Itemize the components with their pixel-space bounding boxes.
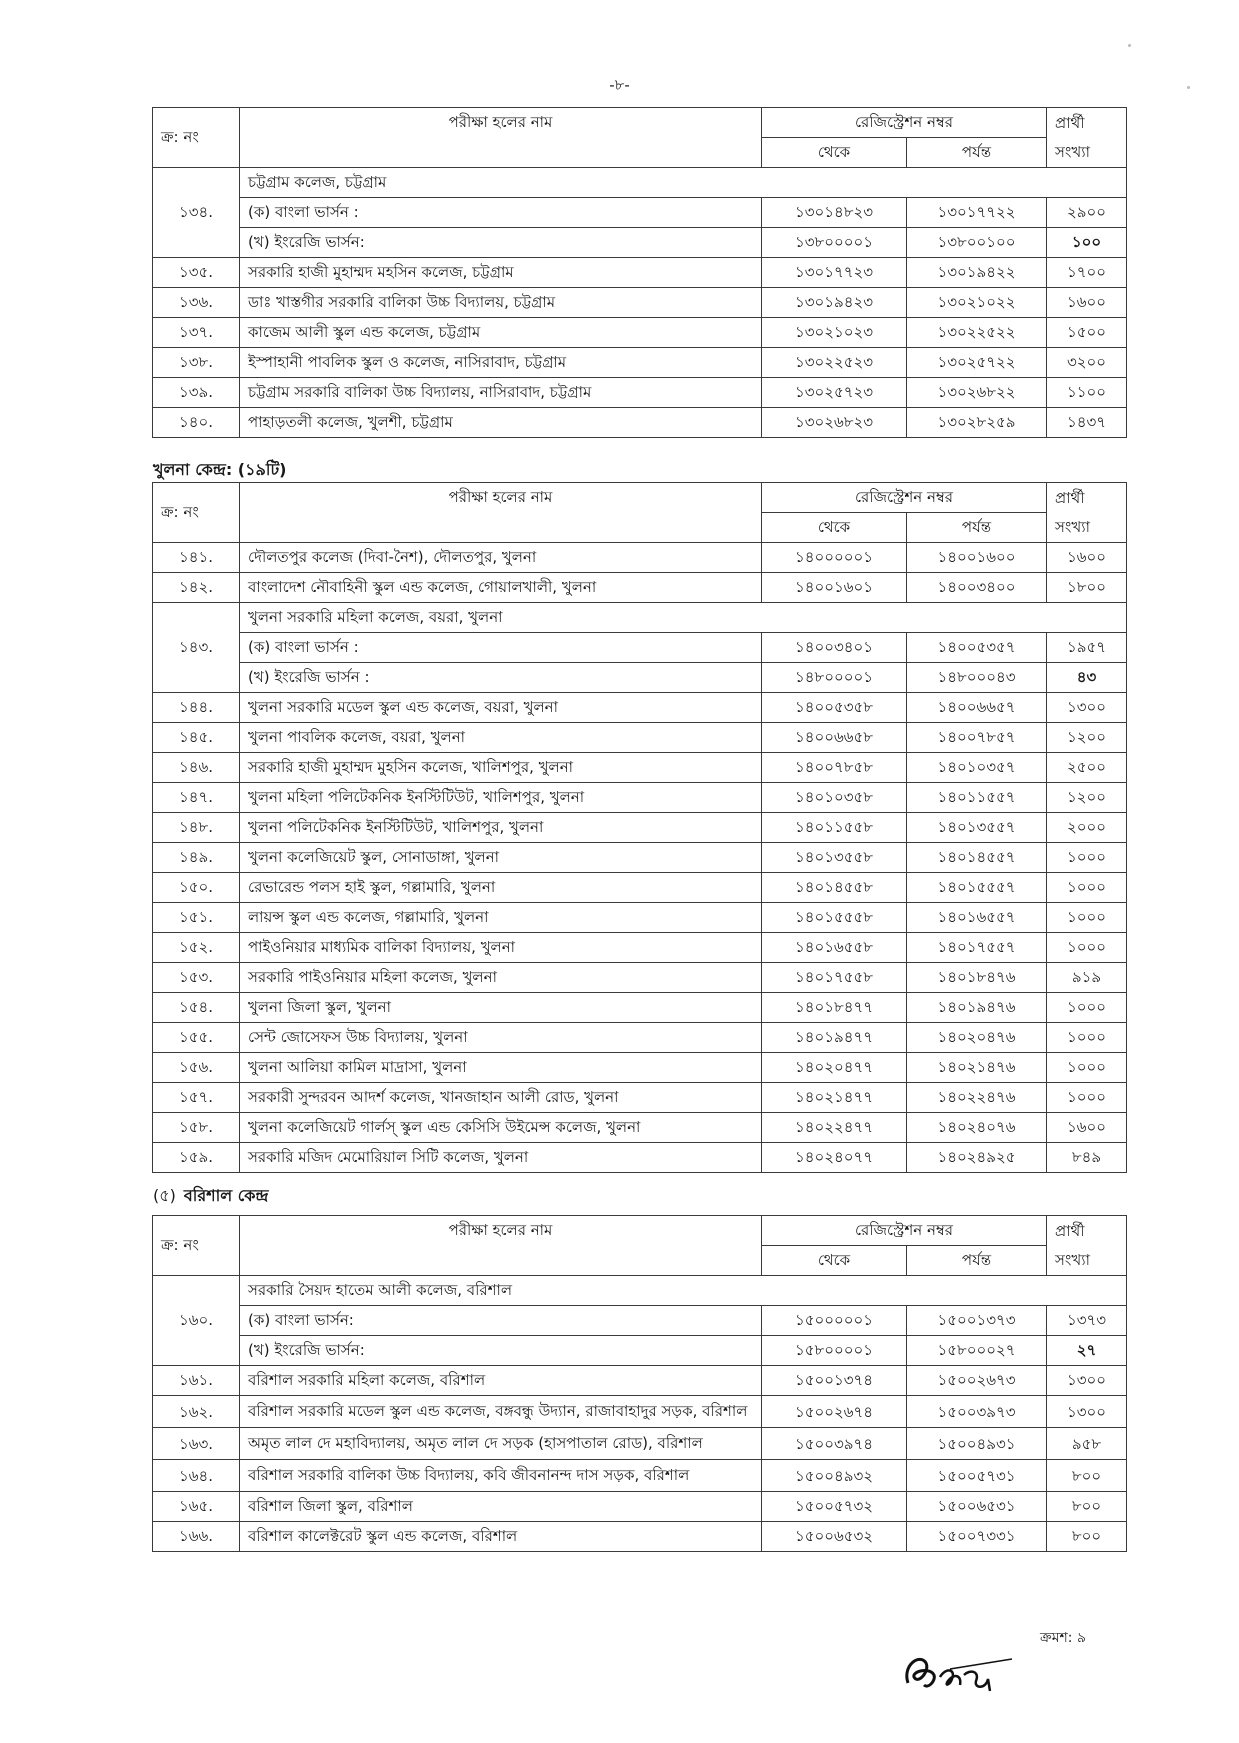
candidate-count: ১০০ [1047, 228, 1127, 258]
registration-from: ১৪০১০৩৫৮ [762, 783, 907, 813]
table-row [153, 693, 1127, 723]
serial-number: ১৩৯. [153, 378, 240, 408]
version-label: (খ) ইংরেজি ভার্সন: [240, 1336, 762, 1366]
serial-number: ১৪১. [153, 543, 240, 573]
serial-number: ১৩৪. [153, 168, 240, 258]
registration-from: ১৪০১৪৫৫৮ [762, 873, 907, 903]
registration-to: ১৫০০১৩৭৩ [907, 1306, 1047, 1336]
header-registration: রেজিস্ট্রেশন নম্বর [762, 1216, 1047, 1246]
serial-number: ১৪০. [153, 408, 240, 438]
registration-from: ১৪০১৬৫৫৮ [762, 933, 907, 963]
registration-to: ১৪০২১৪৭৬ [907, 1053, 1047, 1083]
hall-name: বরিশাল সরকারি মডেল স্কুল এন্ড কলেজ, বঙ্গবন্ধু উদ্যান, রাজাবাহাদুর সড়ক, বরিশাল [240, 1396, 762, 1428]
hall-name: সরকারি মজিদ মেমোরিয়াল সিটি কলেজ, খুলনা [240, 1143, 762, 1173]
registration-to: ১৩০২১০২২ [907, 288, 1047, 318]
serial-number: ১৬৬. [153, 1522, 240, 1552]
candidate-count: ১৩৭৩ [1047, 1306, 1127, 1336]
hall-name: বরিশাল জিলা স্কুল, বরিশাল [240, 1492, 762, 1522]
serial-number: ১৪৮. [153, 813, 240, 843]
candidate-count: ৯১৯ [1047, 963, 1127, 993]
hall-name: খুলনা সরকারি মডেল স্কুল এন্ড কলেজ, বয়রা, খুলনা [240, 693, 762, 723]
registration-to: ১৩০১৭৭২২ [907, 198, 1047, 228]
registration-from: ১৪০২০৪৭৭ [762, 1053, 907, 1083]
hall-name: লায়ন্স স্কুল এন্ড কলেজ, গল্লামারি, খুলনা [240, 903, 762, 933]
scan-speck [1128, 44, 1131, 47]
registration-to: ১৫০০৫৭৩১ [907, 1460, 1047, 1492]
section-title: বরিশাল কেন্দ্র [183, 1186, 269, 1205]
registration-from: ১৫০০৪৯৩২ [762, 1460, 907, 1492]
registration-to: ১৪০২০৪৭৬ [907, 1023, 1047, 1053]
chattogram-centre-table [152, 107, 1127, 438]
version-label: (ক) বাংলা ভার্সন : [240, 633, 762, 663]
serial-number: ১৪৬. [153, 753, 240, 783]
page-number: -৮- [609, 76, 630, 94]
registration-from: ১৪০১৫৫৫৮ [762, 903, 907, 933]
hall-name: খুলনা মহিলা পলিটেকনিক ইনস্টিটিউট, খালিশপুর, খুলনা [240, 783, 762, 813]
table-row [153, 1113, 1127, 1143]
hall-name: খুলনা আলিয়া কামিল মাদ্রাসা, খুলনা [240, 1053, 762, 1083]
candidate-count: ২০০০ [1047, 813, 1127, 843]
header-registration: রেজিস্ট্রেশন নম্বর [762, 483, 1047, 513]
registration-from: ১৪০১৭৫৫৮ [762, 963, 907, 993]
registration-from: ১৩০২৬৮২৩ [762, 408, 907, 438]
candidate-count: ১৬০০ [1047, 288, 1127, 318]
registration-from: ১৪০০৩৪০১ [762, 633, 907, 663]
candidate-count: ১৯৫৭ [1047, 633, 1127, 663]
serial-number: ১৪২. [153, 573, 240, 603]
registration-to: ১৪০১৩৫৫৭ [907, 813, 1047, 843]
table-row [153, 1276, 1127, 1306]
registration-to: ১৪০০৩৪০০ [907, 573, 1047, 603]
candidate-count: ১৫০০ [1047, 318, 1127, 348]
hall-name: খুলনা সরকারি মহিলা কলেজ, বয়রা, খুলনা [240, 603, 1127, 633]
registration-to: ১৪০০৭৮৫৭ [907, 723, 1047, 753]
hall-name: বরিশাল সরকারি বালিকা উচ্চ বিদ্যালয়, কবি জীবনানন্দ দাস সড়ক, বরিশাল [240, 1460, 762, 1492]
serial-number: ১৩৮. [153, 348, 240, 378]
registration-from: ১৩০১৯৪২৩ [762, 288, 907, 318]
registration-to: ১৫০০৬৫৩১ [907, 1492, 1047, 1522]
table-row [153, 783, 1127, 813]
table-subrow [153, 198, 1127, 228]
registration-to: ১৪০১৪৫৫৭ [907, 843, 1047, 873]
table-row [153, 963, 1127, 993]
table-row [153, 288, 1127, 318]
table-row [153, 1053, 1127, 1083]
hall-name: সরকারী সুন্দরবন আদর্শ কলেজ, খানজাহান আলী রোড, খুলনা [240, 1083, 762, 1113]
candidate-count: ১৬০০ [1047, 1113, 1127, 1143]
candidate-count: ৩২০০ [1047, 348, 1127, 378]
registration-to: ১৫০০৪৯৩১ [907, 1428, 1047, 1460]
continued-label: ক্রমশ: ৯ [1040, 1630, 1087, 1646]
serial-number: ১৫৪. [153, 993, 240, 1023]
table-subrow [153, 663, 1127, 693]
serial-number: ১৪৭. [153, 783, 240, 813]
registration-from: ১৫০০২৬৭৪ [762, 1396, 907, 1428]
serial-number: ১৬১. [153, 1366, 240, 1396]
table-row [153, 573, 1127, 603]
hall-name: চট্টগ্রাম সরকারি বালিকা উচ্চ বিদ্যালয়, নাসিরাবাদ, চট্টগ্রাম [240, 378, 762, 408]
candidate-count: ৮০০ [1047, 1522, 1127, 1552]
hall-name: সরকারি হাজী মুহাম্মদ মুহসিন কলেজ, খালিশপুর, খুলনা [240, 753, 762, 783]
table-subrow [153, 633, 1127, 663]
registration-to: ১৪০১১৫৫৭ [907, 783, 1047, 813]
table-row [153, 1083, 1127, 1113]
table-row [153, 1366, 1127, 1396]
table-row [153, 318, 1127, 348]
serial-number: ১৬৫. [153, 1492, 240, 1522]
hall-name: ইস্পাহানী পাবলিক স্কুল ও কলেজ, নাসিরাবাদ, চট্টগ্রাম [240, 348, 762, 378]
registration-from: ১৪০১৩৫৫৮ [762, 843, 907, 873]
table-row [153, 543, 1127, 573]
table-row [153, 603, 1127, 633]
table-row [153, 348, 1127, 378]
table-row [153, 933, 1127, 963]
candidate-count: ১৮০০ [1047, 573, 1127, 603]
registration-from: ১৪৮০০০০১ [762, 663, 907, 693]
hall-name: বরিশাল কালেক্টরেট স্কুল এন্ড কলেজ, বরিশাল [240, 1522, 762, 1552]
registration-to: ১৪৮০০০৪৩ [907, 663, 1047, 693]
hall-name: পাহাড়তলী কলেজ, খুলশী, চট্টগ্রাম [240, 408, 762, 438]
registration-from: ১৪০২৪০৭৭ [762, 1143, 907, 1173]
candidate-count: ১০০০ [1047, 903, 1127, 933]
serial-number: ১৫১. [153, 903, 240, 933]
hall-name: খুলনা পলিটেকনিক ইনস্টিটিউট, খালিশপুর, খুলনা [240, 813, 762, 843]
registration-to: ১৪০১০৩৫৭ [907, 753, 1047, 783]
table-row [153, 1396, 1127, 1428]
header-to: পর্যন্ত [907, 1246, 1047, 1276]
serial-number: ১৬২. [153, 1396, 240, 1428]
header-to: পর্যন্ত [907, 513, 1047, 543]
hall-name: রেভারেন্ড পলস হাই স্কুল, গল্লামারি, খুলনা [240, 873, 762, 903]
registration-from: ১৫৮০০০০১ [762, 1336, 907, 1366]
registration-to: ১৪০২৪০৭৬ [907, 1113, 1047, 1143]
version-label: (ক) বাংলা ভার্সন: [240, 1306, 762, 1336]
registration-from: ১৪০০৬৬৫৮ [762, 723, 907, 753]
version-label: (ক) বাংলা ভার্সন : [240, 198, 762, 228]
serial-number: ১৫৯. [153, 1143, 240, 1173]
hall-name: অমৃত লাল দে মহাবিদ্যালয়, অমৃত লাল দে সড়ক (হাসপাতাল রোড), বরিশাল [240, 1428, 762, 1460]
registration-to: ১৫০০২৬৭৩ [907, 1366, 1047, 1396]
candidate-count: ৮০০ [1047, 1492, 1127, 1522]
candidate-count: ১৭০০ [1047, 258, 1127, 288]
signature [900, 1645, 1030, 1709]
registration-from: ১৪০০৭৮৫৮ [762, 753, 907, 783]
table-row [153, 1492, 1127, 1522]
serial-number: ১৪৩. [153, 603, 240, 693]
candidate-count: ১০০০ [1047, 993, 1127, 1023]
registration-to: ১৩০২৬৮২২ [907, 378, 1047, 408]
registration-to: ১৪০১৬৫৫৭ [907, 903, 1047, 933]
registration-from: ১৪০১৯৪৭৭ [762, 1023, 907, 1053]
hall-name: দৌলতপুর কলেজ (দিবা-নৈশ), দৌলতপুর, খুলনা [240, 543, 762, 573]
candidate-count: ২৫০০ [1047, 753, 1127, 783]
version-label: (খ) ইংরেজি ভার্সন : [240, 663, 762, 693]
candidate-count: ১০০০ [1047, 1053, 1127, 1083]
table-row [153, 903, 1127, 933]
candidate-count: ১৩০০ [1047, 1396, 1127, 1428]
header-to: পর্যন্ত [907, 138, 1047, 168]
serial-number: ১৬৩. [153, 1428, 240, 1460]
header-from: থেকে [762, 138, 907, 168]
hall-name: ডাঃ খাস্তগীর সরকারি বালিকা উচ্চ বিদ্যালয়, চট্টগ্রাম [240, 288, 762, 318]
hall-name: সরকারি সৈয়দ হাতেম আলী কলেজ, বরিশাল [240, 1276, 1127, 1306]
version-label: (খ) ইংরেজি ভার্সন: [240, 228, 762, 258]
serial-number: ১৪৯. [153, 843, 240, 873]
candidate-count: ১২০০ [1047, 783, 1127, 813]
serial-number: ১৩৫. [153, 258, 240, 288]
hall-name: বরিশাল সরকারি মহিলা কলেজ, বরিশাল [240, 1366, 762, 1396]
table-row [153, 1428, 1127, 1460]
header-candidates: প্রার্থী সংখ্যা [1047, 1216, 1127, 1276]
registration-from: ১৪০০৫৩৫৮ [762, 693, 907, 723]
candidate-count: ৮০০ [1047, 1460, 1127, 1492]
candidate-count: ১১০০ [1047, 378, 1127, 408]
registration-to: ১৪০২৪৯২৫ [907, 1143, 1047, 1173]
registration-to: ১৩০২৫৭২২ [907, 348, 1047, 378]
header-from: থেকে [762, 513, 907, 543]
registration-from: ১৩০১৭৭২৩ [762, 258, 907, 288]
serial-number: ১৪৪. [153, 693, 240, 723]
candidate-count: ১০০০ [1047, 933, 1127, 963]
table-row [153, 813, 1127, 843]
header-serial: ক্র: নং [153, 108, 240, 168]
registration-to: ১৪০১৭৫৫৭ [907, 933, 1047, 963]
header-hall-name: পরীক্ষা হলের নাম [240, 483, 762, 543]
khulna-centre-heading: খুলনা কেন্দ্র: (১৯টি) [153, 460, 287, 479]
serial-number: ১৫০. [153, 873, 240, 903]
hall-name: সরকারি হাজী মুহাম্মদ মহসিন কলেজ, চট্টগ্রাম [240, 258, 762, 288]
candidate-count: ৯৫৮ [1047, 1428, 1127, 1460]
hall-name: খুলনা কলেজিয়েট স্কুল, সোনাডাঙ্গা, খুলনা [240, 843, 762, 873]
registration-from: ১৩০১৪৮২৩ [762, 198, 907, 228]
candidate-count: ১০০০ [1047, 873, 1127, 903]
registration-to: ১৪০১৯৪৭৬ [907, 993, 1047, 1023]
registration-from: ১৪০১১৫৫৮ [762, 813, 907, 843]
serial-number: ১৫৭. [153, 1083, 240, 1113]
header-candidates: প্রার্থী সংখ্যা [1047, 108, 1127, 168]
table-row [153, 723, 1127, 753]
candidate-count: ১০০০ [1047, 1023, 1127, 1053]
registration-to: ১৩৮০০১০০ [907, 228, 1047, 258]
table-row [153, 1023, 1127, 1053]
hall-name: চট্টগ্রাম কলেজ, চট্টগ্রাম [240, 168, 1127, 198]
table-row [153, 873, 1127, 903]
registration-from: ১৫০০০০০১ [762, 1306, 907, 1336]
registration-to: ১৩০২৮২৫৯ [907, 408, 1047, 438]
header-serial: ক্র: নং [153, 1216, 240, 1276]
barishal-centre-table [152, 1215, 1127, 1552]
candidate-count: ১০০০ [1047, 1083, 1127, 1113]
registration-to: ১৩০১৯৪২২ [907, 258, 1047, 288]
registration-to: ১৪০১৮৪৭৬ [907, 963, 1047, 993]
registration-from: ১৪০২২৪৭৭ [762, 1113, 907, 1143]
candidate-count: ১২০০ [1047, 723, 1127, 753]
barishal-centre-heading [153, 1183, 268, 1210]
serial-number: ১৩৬. [153, 288, 240, 318]
registration-from: ১৫০০৩৯৭৪ [762, 1428, 907, 1460]
header-hall-name: পরীক্ষা হলের নাম [240, 108, 762, 168]
candidate-count: ৮৪৯ [1047, 1143, 1127, 1173]
registration-from: ১৫০০৫৭৩২ [762, 1492, 907, 1522]
candidate-count: ৪৩ [1047, 663, 1127, 693]
registration-from: ১৩৮০০০০১ [762, 228, 907, 258]
header-candidates: প্রার্থী সংখ্যা [1047, 483, 1127, 543]
table-row [153, 993, 1127, 1023]
candidate-count: ১৩০০ [1047, 1366, 1127, 1396]
header-hall-name: পরীক্ষা হলের নাম [240, 1216, 762, 1276]
registration-from: ১৩০২৫৭২৩ [762, 378, 907, 408]
serial-number: ১৩৭. [153, 318, 240, 348]
hall-name: কাজেম আলী স্কুল এন্ড কলেজ, চট্টগ্রাম [240, 318, 762, 348]
registration-from: ১৪০০০০০১ [762, 543, 907, 573]
table-row [153, 1143, 1127, 1173]
table-row [153, 378, 1127, 408]
hall-name: খুলনা কলেজিয়েট গার্লস্ স্কুল এন্ড কেসিসি উইমেন্স কলেজ, খুলনা [240, 1113, 762, 1143]
registration-to: ১৫৮০০০২৭ [907, 1336, 1047, 1366]
table-subrow [153, 1336, 1127, 1366]
candidate-count: ১৬০০ [1047, 543, 1127, 573]
table-row [153, 258, 1127, 288]
registration-to: ১৪০২২৪৭৬ [907, 1083, 1047, 1113]
table-row [153, 408, 1127, 438]
registration-to: ১৫০০৩৯৭৩ [907, 1396, 1047, 1428]
registration-from: ১৫০০১৩৭৪ [762, 1366, 907, 1396]
candidate-count: ২৭ [1047, 1336, 1127, 1366]
candidate-count: ২৯০০ [1047, 198, 1127, 228]
serial-number: ১৫৮. [153, 1113, 240, 1143]
serial-number: ১৬৪. [153, 1460, 240, 1492]
khulna-centre-table [152, 482, 1127, 1173]
table-row [153, 168, 1127, 198]
header-from: থেকে [762, 1246, 907, 1276]
serial-number: ১৫৫. [153, 1023, 240, 1053]
registration-to: ১৫০০৭৩৩১ [907, 1522, 1047, 1552]
registration-to: ১৩০২২৫২২ [907, 318, 1047, 348]
hall-name: পাইওনিয়ার মাধ্যমিক বালিকা বিদ্যালয়, খুলনা [240, 933, 762, 963]
hall-name: সেন্ট জোসেফস উচ্চ বিদ্যালয়, খুলনা [240, 1023, 762, 1053]
scan-speck [1187, 86, 1190, 89]
registration-to: ১৪০০৫৩৫৭ [907, 633, 1047, 663]
header-serial: ক্র: নং [153, 483, 240, 543]
section-number: (৫) [153, 1186, 176, 1205]
serial-number: ১৫৬. [153, 1053, 240, 1083]
hall-name: সরকারি পাইওনিয়ার মহিলা কলেজ, খুলনা [240, 963, 762, 993]
registration-from: ১৪০২১৪৭৭ [762, 1083, 907, 1113]
header-registration: রেজিস্ট্রেশন নম্বর [762, 108, 1047, 138]
table-subrow [153, 1306, 1127, 1336]
table-row [153, 1460, 1127, 1492]
hall-name: বাংলাদেশ নৌবাহিনী স্কুল এন্ড কলেজ, গোয়ালখালী, খুলনা [240, 573, 762, 603]
candidate-count: ১৩০০ [1047, 693, 1127, 723]
table-subrow [153, 228, 1127, 258]
serial-number: ১৪৫. [153, 723, 240, 753]
registration-from: ১৫০০৬৫৩২ [762, 1522, 907, 1552]
registration-from: ১৪০০১৬০১ [762, 573, 907, 603]
registration-from: ১৩০২২৫২৩ [762, 348, 907, 378]
serial-number: ১৬০. [153, 1276, 240, 1366]
registration-to: ১৪০১৫৫৫৭ [907, 873, 1047, 903]
signature-scribble [900, 1645, 1030, 1705]
registration-from: ১৩০২১০২৩ [762, 318, 907, 348]
hall-name: খুলনা পাবলিক কলেজ, বয়রা, খুলনা [240, 723, 762, 753]
candidate-count: ১০০০ [1047, 843, 1127, 873]
hall-name: খুলনা জিলা স্কুল, খুলনা [240, 993, 762, 1023]
serial-number: ১৫২. [153, 933, 240, 963]
registration-to: ১৪০০১৬০০ [907, 543, 1047, 573]
registration-from: ১৪০১৮৪৭৭ [762, 993, 907, 1023]
table-row [153, 843, 1127, 873]
table-row [153, 1522, 1127, 1552]
serial-number: ১৫৩. [153, 963, 240, 993]
registration-to: ১৪০০৬৬৫৭ [907, 693, 1047, 723]
table-row [153, 753, 1127, 783]
candidate-count: ১৪৩৭ [1047, 408, 1127, 438]
